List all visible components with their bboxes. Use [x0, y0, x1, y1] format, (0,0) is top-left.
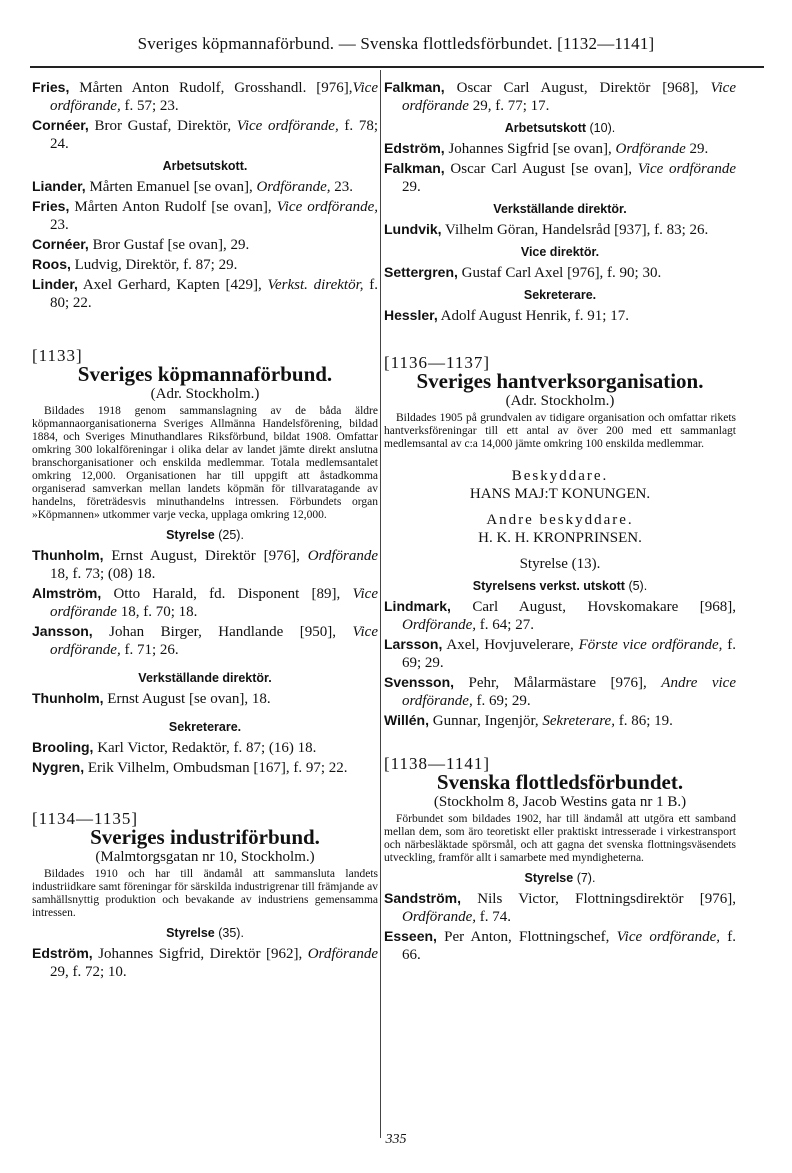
person-entry: [32, 255, 378, 274]
right-vice-heading: Vice direktör.: [520, 245, 600, 259]
sekr-heading-1133: Sekreterare.: [168, 720, 242, 734]
person-details: Adolf August Henrik, f. 91; 17.: [437, 308, 629, 324]
person-role: Sekreterare,: [542, 713, 615, 729]
person-dates: 29.: [685, 141, 709, 157]
right-top-entries: [384, 78, 736, 115]
person-name: Edström,: [32, 945, 93, 961]
person-details: Mårten Anton Rudolf [se ovan],: [69, 199, 277, 215]
person-dates: 29, f. 77; 17.: [468, 98, 550, 114]
person-entry: [384, 220, 736, 239]
person-entry: [384, 927, 736, 964]
utskott-heading-1136: Styrelsens verkst. utskott (5).: [472, 579, 648, 593]
page-number: 335: [385, 1132, 407, 1147]
person-name: Linder,: [32, 276, 78, 292]
right-vd-heading: Verkställande direktör.: [493, 202, 627, 216]
person-details: Axel, Hovjuvelerare,: [442, 637, 579, 653]
person-entry: [32, 78, 378, 115]
person-name: Falkman,: [384, 79, 445, 95]
person-dates: f. 69; 29.: [402, 637, 737, 671]
person-name: Thunholm,: [32, 690, 104, 706]
org-address-1133: (Adr. Stockholm.): [150, 386, 260, 402]
org-address-1136: (Adr. Stockholm.): [505, 393, 615, 409]
running-header: Sveriges köpmannaförbund. — Svenska flottledsförbundet. [1132—1141]: [137, 34, 655, 53]
person-name: Hessler,: [384, 307, 438, 323]
person-dates: 23.: [50, 217, 69, 233]
person-role: Ordförande: [307, 548, 378, 564]
person-role: Ordförande,: [402, 617, 477, 633]
person-name: Settergren,: [384, 264, 458, 280]
styrelse-heading-1138: Styrelse (7).: [524, 871, 596, 885]
person-name: Svensson,: [384, 674, 455, 690]
person-name: Thunholm,: [32, 547, 104, 563]
person-role: Vice ordförande: [637, 161, 736, 177]
person-role: Vice ordförande,: [616, 929, 721, 945]
person-dates: f. 74.: [476, 909, 512, 925]
person-role: Ordförande: [307, 946, 378, 962]
person-name: Lindmark,: [384, 598, 451, 614]
person-role: Andre vice ordförande,: [402, 675, 736, 709]
person-entry: [32, 944, 378, 981]
person-entry: [32, 584, 378, 621]
org-title-1134: Sveriges industriförbund.: [90, 825, 320, 849]
person-name: Brooling,: [32, 739, 94, 755]
header-rule: [30, 66, 764, 68]
org-description-1133: Bildades 1918 genom sammanslagning av de båda äldre köpmannaorganisationerna Sveriges Allmänna Handelsförening, bildad 1884, och Sveriges Minuthandlares Riksförbund, bildat 1908. Omfattar omkring 300 lokalföreningar i olika delar av landet jämte direkt anslutna branschorganisationer och enskilda medlemmar. Totala medlemsantalet omkring 12,000. Organisationen har till uppgift att åstadkomma organiserad samverkan mellan landets köpmän för tillvaratagande av handelns, företrädesvis minuthandelns intressen. Förbundets organ »Köpmannen» utkommer varje vecka, upplaga omkring 12,000.: [32, 405, 378, 521]
person-details: Mårten Anton Rudolf, Grosshandl. [976],: [69, 80, 353, 96]
org-address-1134: (Malmtorgsgatan nr 10, Stockholm.): [95, 849, 315, 865]
person-dates: 29.: [402, 179, 421, 195]
person-entry: [32, 275, 378, 312]
person-details: Per Anton, Flottningschef,: [436, 929, 617, 945]
person-details: Johan Birger, Handlande [950],: [92, 624, 353, 640]
person-name: Willén,: [384, 712, 429, 728]
person-details: Oscar Carl August, Direktör [968],: [444, 80, 711, 96]
person-details: Otto Harald, fd. Disponent [89],: [101, 586, 353, 602]
person-entry: [32, 546, 378, 583]
person-details: Karl Victor, Redaktör, f. 87; (16) 18.: [93, 740, 317, 756]
right-arbetsutskott-entries: [384, 139, 736, 196]
person-dates: f. 64; 27.: [476, 617, 534, 633]
vd-heading-1133: Verkställande direktör.: [138, 671, 272, 685]
person-role: Ordförande: [615, 141, 686, 157]
person-entry: [32, 758, 378, 777]
person-dates: f. 78; 24.: [50, 118, 378, 152]
person-name: Fries,: [32, 79, 70, 95]
person-dates: f. 80; 22.: [50, 277, 379, 311]
styrelse-line-1136: Styrelse (13).: [519, 556, 601, 572]
right-vd-entries: [384, 220, 736, 239]
beskyddare-heading: Beskyddare.: [511, 468, 609, 484]
person-entry: [384, 263, 736, 282]
person-dates: f. 66.: [402, 929, 737, 963]
person-details: Mårten Emanuel [se ovan],: [85, 179, 257, 195]
person-details: Pehr, Målarmästare [976],: [454, 675, 662, 691]
person-role: Förste vice ordförande,: [578, 637, 723, 653]
person-role: Ordförande,: [402, 909, 477, 925]
person-entry: [384, 711, 736, 730]
person-details: Ludvig, Direktör, f. 87; 29.: [70, 257, 238, 273]
person-details: Ernst August, Direktör [976],: [103, 548, 308, 564]
person-entry: [384, 306, 736, 325]
person-name: Liander,: [32, 178, 86, 194]
right-vice-entries: [384, 263, 736, 282]
person-entry: [384, 635, 736, 672]
left-arbetsutskott-entries: [32, 177, 378, 312]
person-name: Sandström,: [384, 890, 462, 906]
andre-beskyddare-heading: Andre beskyddare.: [486, 512, 634, 528]
org-description-1134: Bildades 1910 och har till ändamål att sammansluta landets industriidkare samt föreningar för särskilda industrigrenar till främjande av samhällsnyttig produktion och bevakande av industriens gemensamma intressen.: [32, 868, 378, 919]
person-entry: [32, 235, 378, 254]
person-role: Ordförande,: [256, 179, 331, 195]
right-arbetsutskott-heading: Arbetsutskott (10).: [504, 121, 616, 135]
person-details: Bror Gustaf, Direktör,: [88, 118, 237, 134]
person-name: Cornéer,: [32, 117, 89, 133]
right-sekr-heading: Sekreterare.: [523, 288, 597, 302]
person-entry: [32, 738, 378, 757]
left-column: [32, 78, 378, 982]
person-entry: [32, 689, 378, 708]
person-details: Johannes Sigfrid, Direktör [962],: [92, 946, 308, 962]
person-dates: 23.: [330, 179, 353, 195]
person-dates: f. 57; 23.: [120, 98, 179, 114]
person-entry: [32, 622, 378, 659]
org-description-1136: Bildades 1905 på grundvalen av tidigare organisation och omfattar rikets hantverksföreningar till ett antal av över 200 med ett sammanlagt medlemsantal av c:a 14,000 jämte omkring 100 enskilda medlemmar.: [384, 412, 736, 450]
org-description-1138: Förbundet som bildades 1902, har till ändamål att utgöra ett samband mellan dem, som äro teoretiskt eller praktiskt intresserade i virkestransport och närbesläktade spörsmål, och att gagna det svenska flottningsväsendets utveckling, framför allt i samarbete med myndigheterna.: [384, 813, 736, 864]
styrelse-entries-1133: [32, 546, 378, 659]
person-role: Vice ordförande,: [50, 80, 378, 114]
person-entry: [32, 116, 378, 153]
person-details: Gustaf Carl Axel [976], f. 90; 30.: [457, 265, 662, 281]
styrelse-heading-1133: Styrelse (25).: [166, 528, 244, 542]
person-dates: f. 69; 29.: [472, 693, 531, 709]
styrelse-heading-1134: Styrelse (35).: [166, 926, 244, 940]
person-details: Carl August, Hovskomakare [968],: [450, 599, 736, 615]
org-title-1136: Sveriges hantverksorganisation.: [416, 369, 704, 393]
person-name: Falkman,: [384, 160, 445, 176]
person-dates: f. 71; 26.: [120, 642, 179, 658]
section-number-1133: [1133]: [32, 346, 83, 365]
person-entry: [384, 889, 736, 926]
person-entry: [384, 673, 736, 710]
right-sekr-entries: [384, 306, 736, 325]
person-dates: 18, f. 70; 18.: [116, 604, 198, 620]
person-entry: [384, 78, 736, 115]
person-name: Jansson,: [32, 623, 93, 639]
person-entry: [384, 159, 736, 196]
person-name: Nygren,: [32, 759, 85, 775]
vd-entries-1133: [32, 689, 378, 708]
person-name: Lundvik,: [384, 221, 442, 237]
person-details: Oscar Carl August [se ovan],: [444, 161, 638, 177]
section-number-1136: [1136—1137]: [384, 353, 491, 372]
beskyddare-name: HANS MAJ:T KONUNGEN.: [469, 486, 651, 502]
styrelse-entries-1134: [32, 944, 378, 981]
person-dates: 18, f. 73; (08) 18.: [50, 566, 156, 582]
person-role: Vice ordförande: [50, 586, 378, 620]
person-details: Nils Victor, Flottningsdirektör [976],: [461, 891, 736, 907]
person-role: Vice ordförande,: [236, 118, 339, 134]
section-number-1138: [1138—1141]: [384, 754, 491, 773]
person-entry: [384, 597, 736, 634]
person-name: Roos,: [32, 256, 71, 272]
person-role: Vice ordförande,: [50, 624, 378, 658]
person-details: Axel Gerhard, Kapten [429],: [77, 277, 268, 293]
person-name: Fries,: [32, 198, 70, 214]
person-role: Vice ordförande,: [276, 199, 378, 215]
section-number-1134: [1134—1135]: [32, 809, 139, 828]
person-details: Bror Gustaf [se ovan], 29.: [88, 237, 250, 253]
person-name: Cornéer,: [32, 236, 89, 252]
person-role: Verkst. direktör,: [267, 277, 364, 293]
org-title-1138: Svenska flottledsförbundet.: [436, 770, 684, 794]
andre-beskyddare-name: H. K. H. KRONPRINSEN.: [478, 530, 642, 546]
person-details: Ernst August [se ovan], 18.: [103, 691, 271, 707]
utskott-entries-1136: [384, 597, 736, 730]
person-name: Esseen,: [384, 928, 437, 944]
person-dates: f. 86; 19.: [614, 713, 673, 729]
person-details: Gunnar, Ingenjör,: [429, 713, 543, 729]
person-name: Almström,: [32, 585, 102, 601]
person-name: Larsson,: [384, 636, 443, 652]
person-entry: [384, 139, 736, 158]
person-dates: 29, f. 72; 10.: [50, 964, 127, 980]
person-entry: [32, 197, 378, 234]
person-details: Erik Vilhelm, Ombudsman [167], f. 97; 22.: [84, 760, 348, 776]
person-name: Edström,: [384, 140, 445, 156]
styrelse-entries-1138: [384, 889, 736, 964]
person-entry: [32, 177, 378, 196]
column-divider: [380, 70, 381, 1138]
arbetsutskott-heading: Arbetsutskott.: [162, 159, 248, 173]
sekr-entries-1133: [32, 738, 378, 777]
right-column: [384, 78, 736, 965]
person-role: Vice ordförande: [402, 80, 736, 114]
left-top-entries: [32, 78, 378, 153]
org-address-1138: (Stockholm 8, Jacob Westins gata nr 1 B.): [433, 794, 687, 810]
person-details: Vilhelm Göran, Handelsråd [937], f. 83; 26.: [441, 222, 709, 238]
org-title-1133: Sveriges köpmannaförbund.: [77, 362, 333, 386]
person-details: Johannes Sigfrid [se ovan],: [444, 141, 616, 157]
